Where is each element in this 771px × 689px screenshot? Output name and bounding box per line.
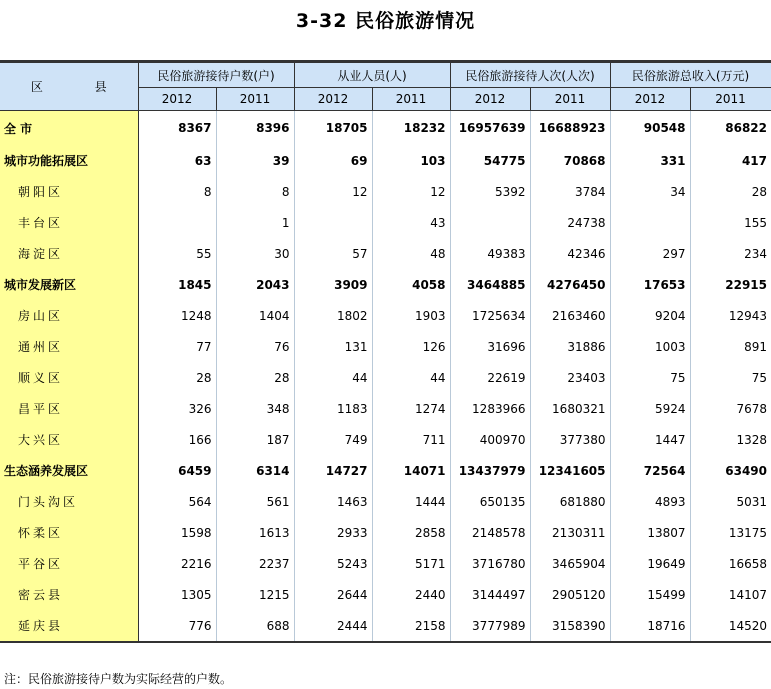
table-row	[0, 111, 771, 146]
table-cell: 2216	[138, 548, 216, 579]
table-cell: 2644	[294, 579, 372, 610]
table-cell: 2043	[216, 269, 294, 300]
table-cell: 711	[372, 424, 450, 455]
table-cell: 564	[138, 486, 216, 517]
table-cell: 28	[690, 176, 771, 207]
table-cell: 63490	[690, 455, 771, 486]
table-cell: 2933	[294, 517, 372, 548]
table-cell: 331	[610, 145, 690, 176]
table-cell: 5924	[610, 393, 690, 424]
table-cell: 1183	[294, 393, 372, 424]
table-cell: 34	[610, 176, 690, 207]
table-body	[0, 111, 771, 643]
col-header-year: 2011	[690, 88, 771, 111]
table-cell: 4276450	[530, 269, 610, 300]
table-cell: 16688923	[530, 111, 610, 146]
table-cell: 1003	[610, 331, 690, 362]
row-label: 怀柔区	[0, 517, 138, 548]
table-cell: 5243	[294, 548, 372, 579]
col-header-year: 2011	[530, 88, 610, 111]
table-row	[0, 393, 771, 424]
table-cell	[610, 207, 690, 238]
table-row	[0, 145, 771, 176]
table-cell: 42346	[530, 238, 610, 269]
row-label: 丰台区	[0, 207, 138, 238]
table-cell: 31886	[530, 331, 610, 362]
table-cell: 72564	[610, 455, 690, 486]
table-cell: 1283966	[450, 393, 530, 424]
table-cell: 2148578	[450, 517, 530, 548]
table-cell: 31696	[450, 331, 530, 362]
col-header-year: 2012	[450, 88, 530, 111]
table-cell: 1613	[216, 517, 294, 548]
table-cell: 1248	[138, 300, 216, 331]
header-row-groups	[0, 63, 771, 88]
table-cell: 70868	[530, 145, 610, 176]
table-cell: 297	[610, 238, 690, 269]
row-label: 海淀区	[0, 238, 138, 269]
table-cell: 8367	[138, 111, 216, 146]
table-cell: 1328	[690, 424, 771, 455]
table-cell: 1404	[216, 300, 294, 331]
row-label: 平谷区	[0, 548, 138, 579]
table-cell: 417	[690, 145, 771, 176]
table-row	[0, 362, 771, 393]
col-header-area: 区 县	[0, 63, 138, 111]
col-header-year: 2012	[294, 88, 372, 111]
table-cell: 166	[138, 424, 216, 455]
table-cell: 18716	[610, 610, 690, 642]
table-cell: 14727	[294, 455, 372, 486]
table-cell: 5171	[372, 548, 450, 579]
table-cell: 49383	[450, 238, 530, 269]
table-cell: 8	[216, 176, 294, 207]
row-label: 房山区	[0, 300, 138, 331]
table-cell: 3158390	[530, 610, 610, 642]
table-cell: 891	[690, 331, 771, 362]
table-cell: 561	[216, 486, 294, 517]
table-row	[0, 455, 771, 486]
table-cell: 1274	[372, 393, 450, 424]
table-cell: 44	[294, 362, 372, 393]
row-label: 门头沟区	[0, 486, 138, 517]
table-row	[0, 207, 771, 238]
col-header-employees: 从业人员(人)	[294, 63, 450, 88]
table-cell: 2158	[372, 610, 450, 642]
folk-tourism-table	[0, 62, 771, 643]
row-label: 延庆县	[0, 610, 138, 642]
table-cell: 22915	[690, 269, 771, 300]
table-cell: 3784	[530, 176, 610, 207]
table-cell: 3777989	[450, 610, 530, 642]
table-cell: 1845	[138, 269, 216, 300]
table-cell: 17653	[610, 269, 690, 300]
table-cell: 48	[372, 238, 450, 269]
table-cell: 3909	[294, 269, 372, 300]
col-header-year: 2011	[216, 88, 294, 111]
table-cell: 1447	[610, 424, 690, 455]
col-header-year: 2012	[610, 88, 690, 111]
table-cell: 16957639	[450, 111, 530, 146]
table-cell: 90548	[610, 111, 690, 146]
col-header-income: 民俗旅游总收入(万元)	[610, 63, 771, 88]
table-cell: 103	[372, 145, 450, 176]
table-cell: 5031	[690, 486, 771, 517]
table-cell: 3144497	[450, 579, 530, 610]
table-cell: 13437979	[450, 455, 530, 486]
table-cell: 400970	[450, 424, 530, 455]
table-cell: 12341605	[530, 455, 610, 486]
table-cell: 1	[216, 207, 294, 238]
table-row	[0, 517, 771, 548]
table-row	[0, 176, 771, 207]
row-label: 大兴区	[0, 424, 138, 455]
table-cell: 15499	[610, 579, 690, 610]
row-label: 通州区	[0, 331, 138, 362]
row-label: 全 市	[0, 111, 138, 146]
table-cell: 57	[294, 238, 372, 269]
row-label: 朝阳区	[0, 176, 138, 207]
table-cell: 12943	[690, 300, 771, 331]
table-cell: 1463	[294, 486, 372, 517]
table-cell: 39	[216, 145, 294, 176]
table-cell: 9204	[610, 300, 690, 331]
table-cell: 1598	[138, 517, 216, 548]
col-header-year: 2012	[138, 88, 216, 111]
footnote: 注：民俗旅游接待户数为实际经营的户数。	[4, 672, 233, 686]
table-cell: 13807	[610, 517, 690, 548]
table-cell: 650135	[450, 486, 530, 517]
col-header-visits: 民俗旅游接待人次(人次)	[450, 63, 610, 88]
row-label: 城市发展新区	[0, 269, 138, 300]
table-cell: 19649	[610, 548, 690, 579]
table-cell: 155	[690, 207, 771, 238]
table-cell: 13175	[690, 517, 771, 548]
table-cell: 24738	[530, 207, 610, 238]
table-row	[0, 238, 771, 269]
table-cell: 1444	[372, 486, 450, 517]
table-cell: 7678	[690, 393, 771, 424]
table-cell: 3464885	[450, 269, 530, 300]
row-label: 城市功能拓展区	[0, 145, 138, 176]
table-cell: 86822	[690, 111, 771, 146]
table-cell: 4893	[610, 486, 690, 517]
table-cell: 63	[138, 145, 216, 176]
table-cell: 30	[216, 238, 294, 269]
table-cell: 23403	[530, 362, 610, 393]
table-cell: 14071	[372, 455, 450, 486]
table-cell: 326	[138, 393, 216, 424]
table-row	[0, 331, 771, 362]
table-cell: 688	[216, 610, 294, 642]
table-cell: 14107	[690, 579, 771, 610]
table-cell: 43	[372, 207, 450, 238]
table-cell: 348	[216, 393, 294, 424]
table-cell: 187	[216, 424, 294, 455]
table-cell: 776	[138, 610, 216, 642]
table-cell: 234	[690, 238, 771, 269]
table-cell: 3465904	[530, 548, 610, 579]
table-cell: 1680321	[530, 393, 610, 424]
table-cell: 5392	[450, 176, 530, 207]
table-cell: 28	[216, 362, 294, 393]
table-cell: 16658	[690, 548, 771, 579]
table-cell: 18705	[294, 111, 372, 146]
table-cell: 749	[294, 424, 372, 455]
table-cell: 2163460	[530, 300, 610, 331]
row-label: 昌平区	[0, 393, 138, 424]
table-cell: 22619	[450, 362, 530, 393]
table-cell: 14520	[690, 610, 771, 642]
table-cell: 75	[610, 362, 690, 393]
table-cell	[294, 207, 372, 238]
table-row	[0, 424, 771, 455]
table-cell: 131	[294, 331, 372, 362]
table-cell: 2858	[372, 517, 450, 548]
table-cell: 3716780	[450, 548, 530, 579]
table-cell: 69	[294, 145, 372, 176]
table-row	[0, 548, 771, 579]
row-label: 顺义区	[0, 362, 138, 393]
table-cell: 1802	[294, 300, 372, 331]
table-cell: 18232	[372, 111, 450, 146]
table-cell: 8	[138, 176, 216, 207]
table-row	[0, 579, 771, 610]
col-header-year: 2011	[372, 88, 450, 111]
table-cell: 377380	[530, 424, 610, 455]
table-cell: 54775	[450, 145, 530, 176]
table-cell: 55	[138, 238, 216, 269]
page-title: 3-32 民俗旅游情况	[295, 10, 476, 32]
table-cell: 2444	[294, 610, 372, 642]
table-cell: 6459	[138, 455, 216, 486]
table-cell: 75	[690, 362, 771, 393]
table-cell: 8396	[216, 111, 294, 146]
table-cell: 2440	[372, 579, 450, 610]
table-cell: 2130311	[530, 517, 610, 548]
table-cell: 76	[216, 331, 294, 362]
table-cell: 12	[372, 176, 450, 207]
table-row	[0, 300, 771, 331]
table-cell: 1903	[372, 300, 450, 331]
table-cell: 28	[138, 362, 216, 393]
table-cell: 44	[372, 362, 450, 393]
table-cell: 681880	[530, 486, 610, 517]
table-cell	[138, 207, 216, 238]
table-cell: 4058	[372, 269, 450, 300]
table-cell: 1725634	[450, 300, 530, 331]
table-cell: 126	[372, 331, 450, 362]
table-cell: 1215	[216, 579, 294, 610]
table-row	[0, 610, 771, 642]
table-cell: 77	[138, 331, 216, 362]
table-cell	[450, 207, 530, 238]
row-label: 生态涵养发展区	[0, 455, 138, 486]
table-cell: 1305	[138, 579, 216, 610]
row-label: 密云县	[0, 579, 138, 610]
col-header-households: 民俗旅游接待户数(户)	[138, 63, 294, 88]
table-row	[0, 486, 771, 517]
table-cell: 2905120	[530, 579, 610, 610]
table-cell: 6314	[216, 455, 294, 486]
table-cell: 12	[294, 176, 372, 207]
table-row	[0, 269, 771, 300]
table-cell: 2237	[216, 548, 294, 579]
